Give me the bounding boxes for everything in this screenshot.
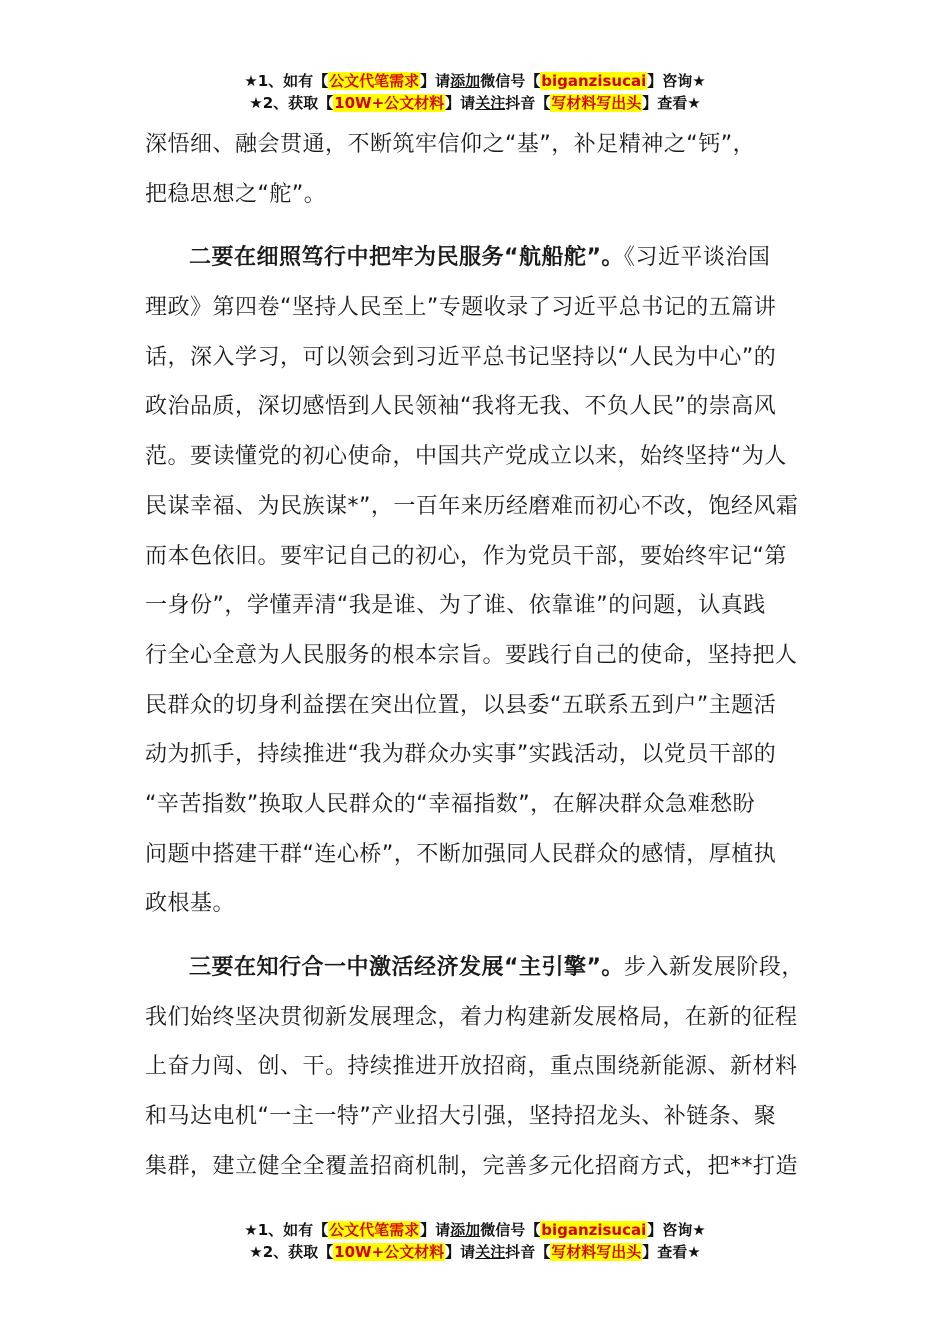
star-icon: ★ xyxy=(687,94,701,112)
underlined-text: 添加 xyxy=(450,72,481,90)
banner-text: 】查看 xyxy=(642,1243,688,1261)
paragraph-line: 动为抓手，持续推进“我为群众办实事”实践活动，以党员干部的 xyxy=(145,742,777,768)
highlight-text: 10W+公文材料 xyxy=(334,1243,445,1261)
banner-text: 】请 xyxy=(445,94,476,112)
highlight-text: 10W+公文材料 xyxy=(334,94,445,112)
star-icon: ★ xyxy=(244,1221,258,1239)
wechat-id: biganzisucai xyxy=(541,72,647,90)
banner-text: 2、获取【 xyxy=(262,1243,334,1261)
paragraph-line: 深悟细、融会贯通，不断筑牢信仰之“基”，补足精神之“钙”， xyxy=(145,132,756,157)
banner-line-2 xyxy=(0,92,950,114)
paragraph-line: 上奋力闯、创、干。持续推进开放招商，重点围绕新能源、新材料 xyxy=(145,1054,798,1080)
star-icon: ★ xyxy=(687,1243,701,1261)
paragraph-line: 把稳思想之“舵”。 xyxy=(145,181,327,207)
paragraph xyxy=(145,120,835,219)
paragraph-first-line xyxy=(145,233,835,283)
paragraph-text: 步入新发展阶段， xyxy=(623,955,804,980)
banner-text: 微信号【 xyxy=(480,72,541,90)
paragraph-line: 理政》第四卷“坚持人民至上”专题收录了习近平总书记的五篇讲 xyxy=(145,295,777,321)
paragraph-line: 政治品质，深切感悟到人民领袖“我将无我、不负人民”的崇高风 xyxy=(145,394,777,420)
banner-text: 】查看 xyxy=(642,94,688,112)
underlined-text: 关注 xyxy=(475,94,506,112)
header-banner xyxy=(0,70,950,114)
banner-text: 】请 xyxy=(420,72,451,90)
footer-banner xyxy=(0,1219,950,1263)
paragraph-line: 和马达电机“一主一特”产业招大引强，坚持招龙头、补链条、聚 xyxy=(145,1104,777,1130)
banner-line-1 xyxy=(0,1219,950,1241)
paragraph-first-line xyxy=(145,943,835,993)
paragraph-line: “辛苦指数”换取人民群众的“幸福指数”，在解决群众急难愁盼 xyxy=(145,791,756,817)
banner-text: 微信号【 xyxy=(480,1221,541,1239)
paragraph-line: 行全心全意为人民服务的根本宗旨。要践行自己的使命，坚持把人 xyxy=(145,642,798,668)
banner-text: 1、如有【 xyxy=(257,1221,329,1239)
paragraph-line: 集群，建立健全全覆盖招商机制，完善多元化招商方式，把**打造 xyxy=(145,1153,799,1179)
banner-text: 】咨询 xyxy=(647,1221,693,1239)
paragraph-line: 话，深入学习，可以领会到习近平总书记坚持以“人民为中心”的 xyxy=(145,344,777,370)
banner-text: 2、获取【 xyxy=(262,94,334,112)
banner-text: 1、如有【 xyxy=(257,72,329,90)
document-body xyxy=(145,120,835,1191)
paragraph-line: 范。要读懂党的初心使命，中国共产党成立以来，始终坚持“为人 xyxy=(145,444,787,470)
paragraph-heading: 三要在知行合一中激活经济发展“主引擎”。 xyxy=(189,955,624,980)
star-icon: ★ xyxy=(692,72,706,90)
underlined-text: 添加 xyxy=(450,1221,481,1239)
paragraph-line: 政根基。 xyxy=(145,891,236,917)
banner-text: 抖音【 xyxy=(505,94,551,112)
paragraph-line: 而本色依旧。要牢记自己的初心，作为党员干部，要始终牢记“第 xyxy=(145,543,787,569)
highlight-text: 公文代笔需求 xyxy=(329,72,420,90)
paragraph-text: 《习近平谈治国 xyxy=(623,245,771,271)
banner-text: 】咨询 xyxy=(647,72,693,90)
paragraph xyxy=(145,233,835,929)
douyin-account: 写材料写出头 xyxy=(551,1243,642,1261)
banner-text: 抖音【 xyxy=(505,1243,551,1261)
star-icon: ★ xyxy=(249,1243,263,1261)
highlight-text: 公文代笔需求 xyxy=(329,1221,420,1239)
underlined-text: 关注 xyxy=(475,1243,506,1261)
banner-text: 】请 xyxy=(445,1243,476,1261)
paragraph-line: 一身份”，学懂弄清“我是谁、为了谁、依靠谁”的问题，认真践 xyxy=(145,593,766,619)
star-icon: ★ xyxy=(249,94,263,112)
paragraph-line: 我们始终坚决贯彻新发展理念，着力构建新发展格局，在新的征程 xyxy=(145,1004,798,1030)
banner-line-1 xyxy=(0,70,950,92)
banner-text: 】请 xyxy=(420,1221,451,1239)
paragraph-line: 民群众的切身利益摆在突出位置，以县委“五联系五到户”主题活 xyxy=(145,692,777,718)
paragraph xyxy=(145,943,835,1191)
star-icon: ★ xyxy=(244,72,258,90)
paragraph-line: 民谋幸福、为民族谋*”，一百年来历经磨难而初心不改，饱经风霜 xyxy=(145,493,799,519)
wechat-id: biganzisucai xyxy=(541,1221,647,1239)
paragraph-heading: 二要在细照笃行中把牢为民服务“航船舵”。 xyxy=(189,245,624,271)
paragraph-line: 问题中搭建干群“连心桥”，不断加强同人民群众的感情，厚植执 xyxy=(145,841,777,867)
banner-line-2 xyxy=(0,1241,950,1263)
star-icon: ★ xyxy=(692,1221,706,1239)
douyin-account: 写材料写出头 xyxy=(551,94,642,112)
